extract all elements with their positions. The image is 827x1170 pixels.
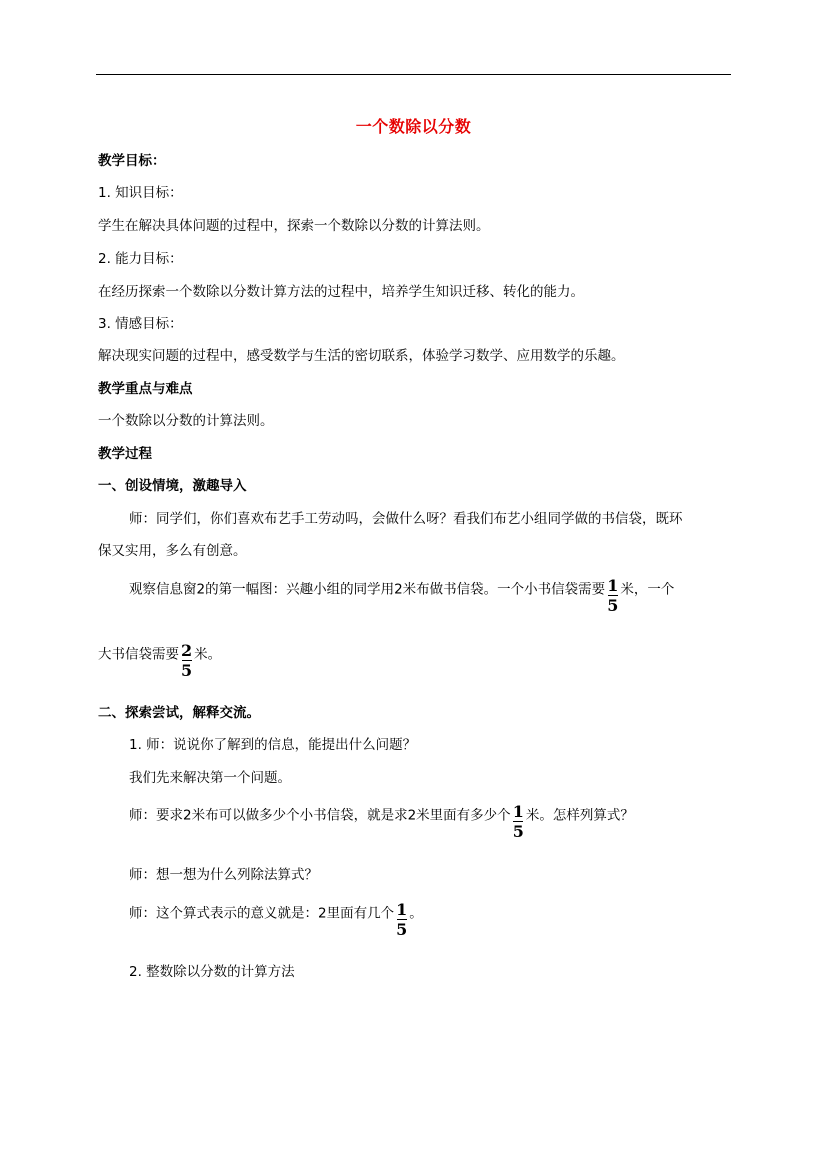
part2-item2: 2. 整数除以分数的计算方法	[129, 964, 295, 980]
fraction-numerator: 1	[607, 576, 619, 595]
part2-heading: 二、探索尝试，解释交流。	[98, 705, 260, 721]
header-rule	[96, 74, 731, 75]
part1-heading: 一、创设情境，激趣导入	[98, 478, 247, 494]
bigbag-text-after: 米。	[194, 646, 222, 663]
fraction-two-fifths	[180, 642, 193, 679]
page-title: 一个数除以分数	[355, 117, 472, 136]
part2-question1: 1. 师：说说你了解到的信息，能提出什么问题？	[129, 737, 417, 753]
part2-question1-follow: 我们先来解决第一个问题。	[129, 770, 291, 786]
teacher3-text-after: 。	[409, 905, 423, 922]
section-goals-heading: 教学目标：	[98, 153, 166, 169]
goal2-text: 在经历探索一个数除以分数计算方法的过程中，培养学生知识迁移、转化的能力。	[98, 284, 584, 300]
fraction-one-fifth	[395, 901, 408, 938]
fraction-denominator: 5	[512, 822, 524, 841]
fraction-denominator: 5	[181, 661, 193, 680]
part1-bigbag-line	[98, 642, 221, 679]
section-key-heading: 教学重点与难点	[98, 381, 193, 397]
part2-teacher-line2: 师：想一想为什么列除法算式？	[129, 867, 318, 883]
part2-teacher-line3	[129, 901, 423, 938]
part1-observation-line	[129, 577, 674, 614]
teacher3-text-before: 师：这个算式表示的意义就是：2里面有几个	[129, 905, 395, 922]
fraction-one-fifth	[606, 577, 619, 614]
goal2-heading: 2. 能力目标：	[98, 251, 183, 267]
key-text: 一个数除以分数的计算法则。	[98, 413, 274, 429]
section-process-heading: 教学过程	[98, 446, 152, 462]
fraction-one-fifth	[512, 803, 525, 840]
fraction-numerator: 1	[396, 900, 408, 919]
bigbag-text-before: 大书信袋需要	[98, 646, 179, 663]
observation-text-before: 观察信息窗2的第一幅图：兴趣小组的同学用2米布做书信袋。一个小书信袋需要	[129, 581, 606, 598]
goal3-text: 解决现实问题的过程中，感受数学与生活的密切联系，体验学习数学、应用数学的乐趣。	[98, 348, 625, 364]
goal1-text: 学生在解决具体问题的过程中，探索一个数除以分数的计算法则。	[98, 218, 490, 234]
teacher1-text-before: 师：要求2米布可以做多少个小书信袋，就是求2米里面有多少个	[129, 807, 511, 824]
part1-paragraph-line2: 保又实用，多么有创意。	[98, 543, 247, 559]
part2-teacher-line1	[129, 803, 634, 840]
fraction-numerator: 2	[181, 641, 193, 660]
teacher1-text-after: 米。怎样列算式？	[525, 807, 634, 824]
fraction-denominator: 5	[396, 920, 408, 939]
observation-text-after: 米，一个	[620, 581, 675, 598]
part1-paragraph-line1: 师：同学们，你们喜欢布艺手工劳动吗，会做什么呀？看我们布艺小组同学做的书信袋，既环	[129, 511, 683, 527]
goal1-heading: 1. 知识目标：	[98, 185, 183, 201]
fraction-numerator: 1	[512, 802, 524, 821]
fraction-denominator: 5	[607, 596, 619, 615]
goal3-heading: 3. 情感目标：	[98, 316, 183, 332]
